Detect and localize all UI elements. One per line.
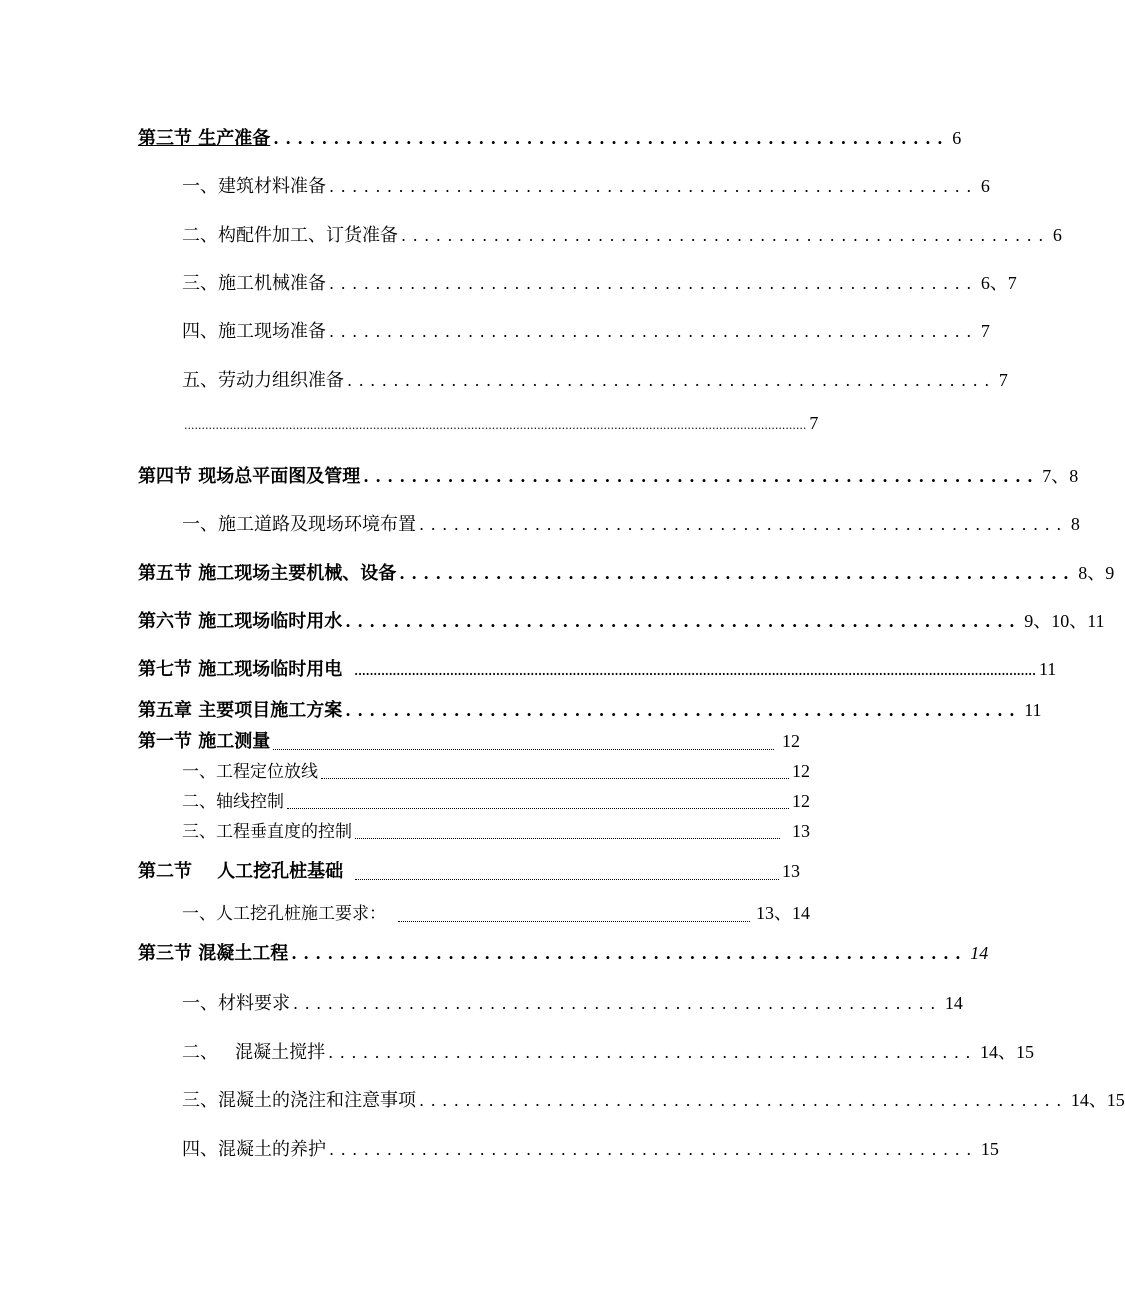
toc-entry-page: 11 [1038,659,1057,679]
toc-leader: ........................................................ [329,322,978,341]
toc-entry-page: 14 [944,993,963,1013]
toc-entry-title: 第一节 施工测量 [138,731,271,752]
toc-leader: ........................................................ [329,177,978,196]
toc-entry-title: 二、构配件加工、订货准备 [182,225,398,246]
toc-entry[interactable] [138,939,989,965]
toc-entry[interactable] [138,727,800,753]
toc-entry-title: 第五章 主要项目施工方案 [138,700,343,721]
toc-entry[interactable] [138,559,1115,585]
toc-entry-page: 12 [782,731,800,751]
toc-entry-page: 13 [782,861,800,881]
toc-entry[interactable] [182,1038,1034,1064]
toc-entry-title: 一、人工挖孔桩施工要求： [182,904,386,924]
toc-leader [321,777,789,779]
toc-entry-title: 二、 混凝土搅拌 [182,1042,326,1063]
toc-entry[interactable] [182,1086,1125,1112]
toc-leader: ........................................................ [328,1043,977,1062]
toc-entry-page: 6、7 [980,273,1017,293]
toc-entry[interactable] [182,510,1080,536]
toc-entry-page: 12 [792,761,810,781]
toc-leader: ........................................................ [347,371,996,390]
toc-entry[interactable] [182,1135,999,1161]
toc-entry-title: 五、劳动力组织准备 [182,370,344,391]
toc-leader: ........................................................ [345,612,1022,631]
toc-entry-title: 第四节 现场总平面图及管理 [138,466,361,487]
toc-entry-page: 12 [792,791,810,811]
toc-entry-title: 第七节 施工现场临时用电 [138,659,343,680]
toc-leader: ........................................................ [329,274,978,293]
toc-leader: ........................................................ [363,467,1040,486]
toc-entry[interactable] [182,757,810,782]
toc-entry-title: 一、建筑材料准备 [182,176,326,197]
toc-entry-page: 9、10、11 [1024,611,1105,631]
toc-entry-page: 13、14 [756,903,810,923]
toc-leader: ........................................................ [419,1091,1068,1110]
toc-entry[interactable] [182,787,810,812]
toc-entry-title: 一、工程定位放线 [182,762,318,782]
toc-entry-page: 7 [809,413,819,433]
toc-leader [398,920,750,922]
toc-entry[interactable] [184,413,819,434]
toc-leader: ........................................................ [291,944,968,963]
toc-entry-title: 第五节 施工现场主要机械、设备 [138,563,397,584]
toc-leader: ........................................................ [329,1140,978,1159]
toc-entry[interactable] [182,269,1017,295]
toc-entry-title: 一、施工道路及现场环境布置 [182,514,416,535]
toc-entry-title: 三、工程垂直度的控制 [182,822,352,842]
toc-entry[interactable] [182,899,810,925]
toc-entry[interactable] [182,317,990,343]
toc-leader: ........................................................ [401,226,1050,245]
toc-leader: ........................................................ [273,129,950,148]
toc-entry-page: 11 [1024,700,1042,720]
toc-entry-page: 8、9 [1078,563,1115,583]
toc-leader [355,837,780,839]
toc-entry-page: 6 [980,176,990,196]
toc-entry[interactable] [138,462,1079,488]
toc-entry[interactable] [182,366,1008,392]
toc-entry-page: 13 [792,821,810,841]
toc-entry-page: 7 [980,321,990,341]
toc-entry-title: 第三节 生产准备 [138,128,271,149]
toc-entry[interactable] [182,817,810,842]
toc-entry[interactable] [138,124,962,150]
toc-entry[interactable] [138,857,800,883]
toc-leader: ........................................................ [293,994,942,1013]
toc-entry-title: 四、混凝土的养护 [182,1139,326,1160]
toc-leader [355,878,779,880]
toc-entry-title: 三、施工机械准备 [182,273,326,294]
toc-entry[interactable] [182,221,1062,247]
toc-entry[interactable] [138,696,1042,722]
toc-entry-page: 8 [1070,514,1080,534]
toc-leader: ........................................................ [419,515,1068,534]
toc-entry[interactable] [182,989,963,1015]
toc-entry-title: 二、轴线控制 [182,792,284,812]
toc-entry-page: 7 [998,370,1008,390]
toc-entry[interactable] [182,172,990,198]
toc-entry-page: 14 [970,943,989,963]
toc-entry-page: 7、8 [1042,466,1079,486]
toc-leader: ........................................................ [399,564,1076,583]
toc-entry-title: 第六节 施工现场临时用水 [138,611,343,632]
toc-entry[interactable] [138,607,1105,633]
toc-entry-title: 第二节 人工挖孔桩基础 [138,861,344,882]
toc-entry-page: 14、15 [979,1042,1034,1062]
toc-leader: .................................................................................................................................................................................. [184,419,807,432]
toc-leader: ........................................................ [345,701,1022,720]
toc-entry-page: 6 [1052,225,1062,245]
toc-entry-title: 一、材料要求 [182,993,290,1014]
toc-entry-page: 15 [980,1139,999,1159]
toc-entry-title: 三、混凝土的浇注和注意事项 [182,1090,416,1111]
toc-entry[interactable] [138,655,1057,681]
toc-leader [273,748,774,750]
toc-entry-title: 第三节 混凝土工程 [138,943,289,964]
toc-leader: .................................................................................................................................................................................. [354,665,1036,678]
toc-leader [287,807,789,809]
toc-entry-title: 四、施工现场准备 [182,321,326,342]
toc-entry-page: 14、15 [1070,1090,1125,1110]
toc-entry-page: 6 [952,128,962,148]
